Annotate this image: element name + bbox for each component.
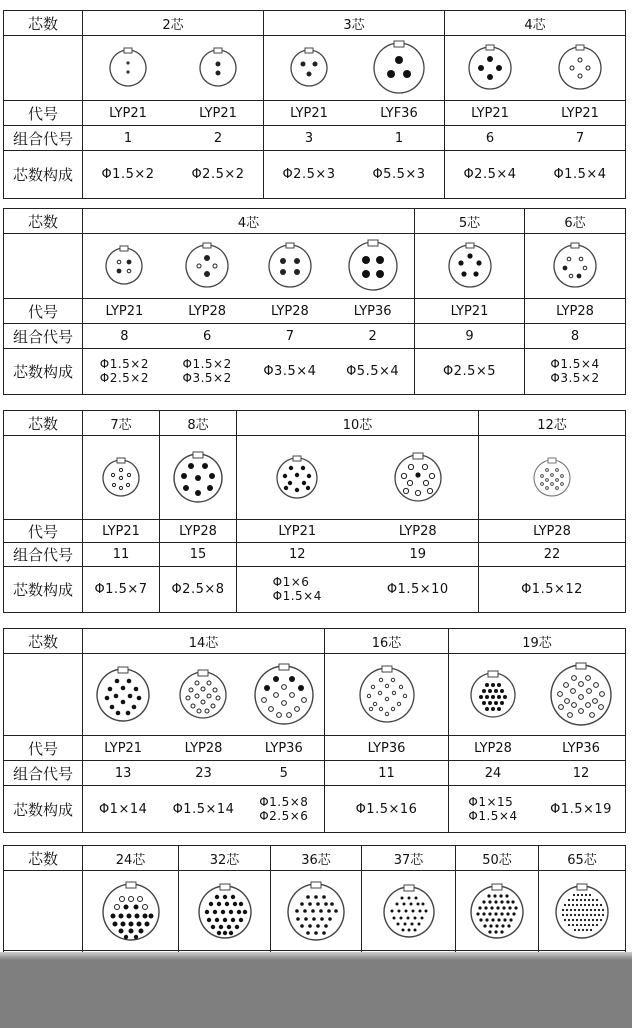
combo-value: 15 — [160, 543, 237, 567]
composition-value: Φ1.5×4 — [272, 589, 322, 603]
code-value: LYP28 — [160, 520, 237, 543]
composition-value: Φ1.5×2 — [99, 357, 149, 371]
connector-7pin-icon — [99, 456, 143, 500]
combo-value: 12 — [572, 765, 590, 781]
combo-value: 11 — [325, 761, 449, 786]
combo-value: 13 — [114, 765, 132, 781]
combo-value: 6 — [202, 328, 212, 344]
code-value: LYP36 — [562, 740, 600, 756]
code-value: LYP21 — [109, 105, 147, 121]
section-5 — [3, 845, 626, 953]
group-header: 36芯 — [271, 846, 362, 871]
code-value: LYP21 — [290, 105, 328, 121]
connector-12pin-icon — [530, 456, 574, 500]
connector-14pin-c-icon — [252, 663, 316, 727]
connector-32pin-icon — [196, 883, 254, 941]
combo-code-label: 组合代号 — [4, 543, 83, 567]
combo-value: 11 — [83, 543, 160, 567]
connector-19pin-a-icon — [468, 670, 518, 720]
composition-value: Φ2.5×6 — [259, 808, 309, 823]
code-value: LYP21 — [415, 299, 525, 324]
composition-value: Φ2.5×2 — [191, 167, 245, 182]
code-value: LYF36 — [380, 105, 418, 121]
code-value: LYP28 — [184, 740, 223, 756]
connector-10pin-a-icon — [274, 455, 320, 501]
code-value: LYP21 — [104, 740, 143, 756]
code-label: 代号 — [4, 520, 83, 543]
group-header: 32芯 — [179, 846, 271, 871]
code-label: 代号 — [4, 299, 83, 324]
code-value: LYP28 — [474, 740, 512, 756]
connector-37pin-icon — [381, 884, 437, 940]
connector-16pin-icon — [357, 665, 417, 725]
code-value: LYP36 — [325, 736, 449, 761]
connector-5pin-icon — [446, 242, 494, 290]
group-header: 19芯 — [449, 629, 626, 654]
connector-2pin-small-icon — [106, 46, 150, 90]
group-header: 8芯 — [160, 411, 237, 436]
composition-value: Φ1.5×16 — [325, 786, 449, 833]
code-value: LYP28 — [270, 303, 309, 319]
group-header: 10芯 — [237, 411, 479, 436]
bottom-fade — [0, 952, 632, 960]
composition-value: Φ1.5×8 — [259, 794, 309, 809]
connector-14pin-b-icon — [177, 669, 229, 721]
combo-value: 7 — [285, 328, 295, 344]
connector-65pin-icon — [553, 883, 611, 941]
composition-value: Φ5.5×4 — [346, 364, 400, 379]
group-header: 24芯 — [83, 846, 179, 871]
composition-value: Φ1.5×4 — [553, 167, 607, 182]
code-value: LYP21 — [471, 105, 509, 121]
connector-4pin-lyp28-b-icon — [266, 242, 314, 290]
section-3 — [3, 410, 626, 613]
combo-value: 22 — [479, 543, 626, 567]
composition-value: Φ1.5×2 — [182, 357, 232, 371]
composition-label: 芯数构成 — [4, 151, 83, 199]
combo-code-label: 组合代号 — [4, 761, 83, 786]
code-label: 代号 — [4, 736, 83, 761]
composition-value: Φ1.5×2 — [101, 167, 155, 182]
code-label: 代号 — [4, 101, 83, 126]
section-4 — [3, 628, 626, 833]
combo-value: 1 — [123, 130, 133, 146]
composition-value: Φ2.5×8 — [160, 567, 237, 613]
connector-19pin-b-icon — [548, 662, 614, 728]
code-value: LYP28 — [398, 523, 437, 539]
composition-value: Φ2.5×2 — [99, 371, 149, 385]
combo-value: 23 — [195, 765, 212, 781]
combo-value: 5 — [279, 765, 288, 781]
composition-value: Φ1.5×14 — [172, 801, 235, 817]
group-header: 4芯 — [83, 209, 415, 234]
composition-value: Φ5.5×3 — [372, 167, 426, 182]
group-header: 50芯 — [456, 846, 539, 871]
code-value: LYP21 — [561, 105, 599, 121]
group-header: 4芯 — [445, 11, 626, 36]
code-value: LYP21 — [83, 520, 160, 543]
cores-label: 芯数 — [4, 11, 83, 36]
composition-value: Φ1.5×12 — [479, 567, 626, 613]
group-header: 12芯 — [479, 411, 626, 436]
connector-4pin-icon — [466, 44, 514, 92]
cores-label: 芯数 — [4, 209, 83, 234]
composition-value: Φ2.5×3 — [282, 167, 336, 182]
composition-value: Φ3.5×2 — [550, 371, 600, 385]
composition-value: Φ1×14 — [98, 801, 148, 817]
composition-label: 芯数构成 — [4, 786, 83, 833]
composition-value: Φ3.5×4 — [263, 364, 317, 379]
combo-value: 19 — [409, 547, 427, 562]
connector-4pin-lyp36-icon — [346, 239, 400, 293]
composition-value: Φ1×6 — [272, 575, 310, 589]
composition-label: 芯数构成 — [4, 349, 83, 395]
connector-24pin-icon — [100, 881, 162, 943]
composition-value: Φ1.5×4 — [468, 808, 518, 823]
section-1 — [3, 10, 626, 199]
combo-value: 2 — [368, 328, 377, 344]
connector-3pin-large-icon — [371, 40, 427, 96]
composition-label: 芯数构成 — [4, 567, 83, 613]
cores-label: 芯数 — [4, 411, 83, 436]
composition-value: Φ1.5×7 — [83, 567, 160, 613]
composition-value: Φ1.5×4 — [550, 357, 600, 371]
connector-50pin-icon — [468, 883, 526, 941]
connector-2pin-icon — [196, 46, 240, 90]
code-value: LYP21 — [278, 523, 317, 539]
group-header: 14芯 — [83, 629, 325, 654]
combo-value: 12 — [288, 547, 306, 562]
connector-4pin-small-icon — [556, 44, 604, 92]
bottom-gray-band — [0, 960, 632, 1028]
composition-value: Φ2.5×4 — [463, 167, 517, 182]
connector-14pin-a-icon — [94, 666, 152, 724]
combo-value: 1 — [394, 130, 404, 146]
group-header: 6芯 — [525, 209, 626, 234]
connector-4pin-lyp28-a-icon — [183, 242, 231, 290]
combo-value: 24 — [484, 765, 502, 781]
cores-label: 芯数 — [4, 846, 83, 871]
code-value: LYP28 — [525, 299, 626, 324]
cores-label: 芯数 — [4, 629, 83, 654]
connector-3pin-icon — [287, 46, 331, 90]
connector-10pin-b-icon — [392, 452, 444, 504]
combo-value: 8 — [525, 324, 626, 349]
code-value: LYP36 — [264, 740, 303, 756]
composition-value: Φ3.5×2 — [182, 371, 232, 385]
composition-value: Φ2.5×5 — [415, 349, 525, 395]
group-header: 65芯 — [539, 846, 626, 871]
combo-value: 7 — [575, 130, 585, 146]
composition-value: Φ1.5×19 — [550, 801, 612, 817]
code-value: LYP36 — [353, 303, 392, 319]
composition-value: Φ1.5×10 — [386, 582, 449, 597]
combo-value: 6 — [485, 130, 495, 146]
section-2 — [3, 208, 626, 395]
connector-4pin-lyp21-icon — [102, 244, 146, 288]
code-value: LYP21 — [199, 105, 237, 121]
combo-value: 8 — [120, 328, 129, 344]
group-header: 5芯 — [415, 209, 525, 234]
combo-code-label: 组合代号 — [4, 126, 83, 151]
combo-value: 3 — [304, 130, 314, 146]
combo-value: 9 — [415, 324, 525, 349]
connector-6pin-icon — [551, 242, 599, 290]
code-value: LYP21 — [105, 303, 144, 319]
group-header: 3芯 — [264, 11, 445, 36]
code-value: LYP28 — [479, 520, 626, 543]
combo-value: 2 — [213, 130, 223, 146]
group-header: 16芯 — [325, 629, 449, 654]
group-header: 37芯 — [362, 846, 456, 871]
group-header: 2芯 — [83, 11, 264, 36]
connector-36pin-icon — [285, 881, 347, 943]
code-value: LYP28 — [188, 303, 227, 319]
combo-code-label: 组合代号 — [4, 324, 83, 349]
connector-8pin-icon — [171, 451, 225, 505]
composition-value: Φ1×15 — [468, 794, 514, 809]
group-header: 7芯 — [83, 411, 160, 436]
